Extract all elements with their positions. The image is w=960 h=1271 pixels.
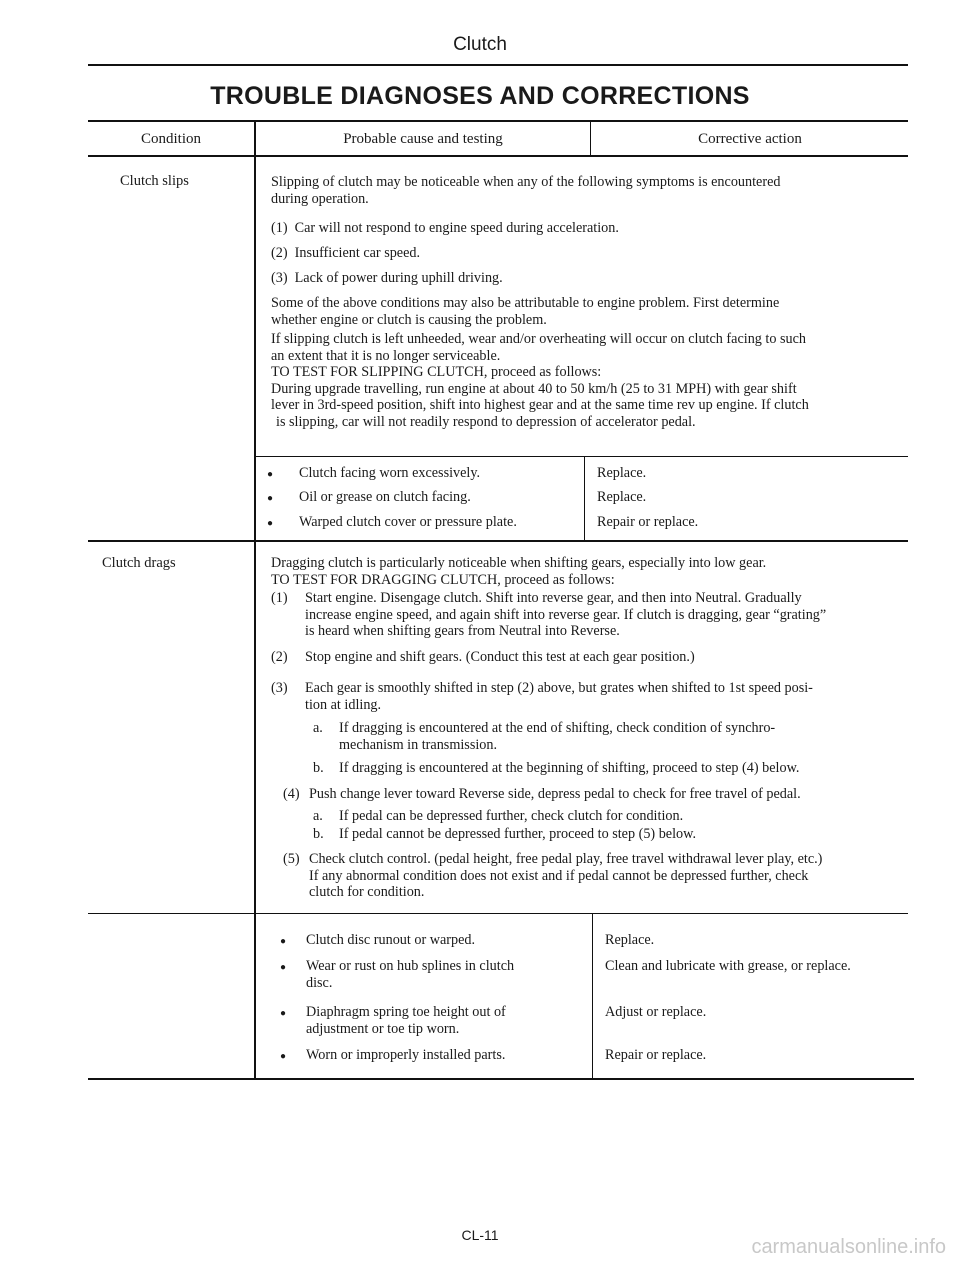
text-line: If slipping clutch is left unheeded, wear and/or overheating will occur on clutch facing to such (271, 331, 807, 347)
text-line: Dragging clutch is particularly noticeable when shifting gears, especially into low gear. (271, 555, 767, 571)
drags-step-4a (313, 808, 903, 825)
cause-text: Warped clutch cover or pressure plate. (299, 514, 517, 530)
header-rule (88, 64, 908, 66)
text-line: If dragging is encountered at the end of shifting, check condition of synchro- (339, 720, 776, 736)
watermark: carmanualsonline.info (751, 1236, 946, 1258)
drags-causes-rule (88, 913, 908, 914)
step-number: (1) (271, 590, 288, 606)
text-line: During upgrade travelling, run engine at about 40 to 50 km/h (25 to 31 MPH) with gear shift (271, 380, 797, 397)
drags-step-3a (313, 720, 903, 753)
drags-cause-2 (280, 958, 515, 991)
condition-column-header: Condition (140, 131, 201, 147)
slips-notes (271, 295, 809, 430)
slips-symptom-2: (2) Insufficient car speed. (271, 245, 421, 261)
text-line: TO TEST FOR SLIPPING CLUTCH, proceed as follows: (271, 364, 602, 380)
text-line: whether engine or clutch is causing the problem. (271, 311, 547, 328)
text-line: Slipping of clutch may be noticeable when any of the following symptoms is encountered (271, 174, 781, 190)
cause-column-header: Probable cause and testing (343, 131, 503, 147)
row-separator (88, 540, 908, 542)
step-number: (3) (271, 680, 288, 696)
slips-cause-1 (267, 465, 481, 484)
cause-text: Oil or grease on clutch facing. (299, 489, 471, 505)
section-title: Clutch (453, 34, 507, 55)
action-column-header: Corrective action (698, 131, 802, 147)
text-line: Check clutch control. (pedal height, free pedal play, free travel withdrawal lever play, etc.) (309, 851, 823, 867)
substep-letter: a. (313, 720, 323, 736)
drags-action-3: Adjust or replace. (605, 1004, 707, 1020)
text-line: If dragging is encountered at the beginning of shifting, proceed to step (4) below. (339, 760, 800, 776)
bullet-icon: ● (280, 962, 287, 973)
slips-cause-3 (267, 514, 517, 533)
step-number: (4) (283, 786, 300, 802)
bullet-icon: ● (267, 469, 274, 480)
drags-step-2 (271, 649, 901, 666)
drags-action-4: Repair or replace. (605, 1047, 707, 1063)
text-line: tion at idling. (305, 696, 382, 713)
drags-action-divider (592, 913, 593, 1078)
page-title: TROUBLE DIAGNOSES AND CORRECTIONS (210, 82, 750, 110)
text-line: is slipping, car will not readily respond to depression of accelerator pedal. (276, 413, 696, 430)
drags-cause-3 (280, 1004, 506, 1037)
condition-clutch-slips: Clutch slips (120, 173, 189, 189)
step-number: (5) (283, 851, 300, 867)
condition-divider (254, 120, 256, 1080)
text-line: Start engine. Disengage clutch. Shift into reverse gear, and then into Neutral. Gradually (305, 590, 802, 606)
text-line: lever in 3rd-speed position, shift into highest gear and at the same time rev up engine. If clutch (271, 397, 809, 413)
bullet-icon: ● (267, 518, 274, 529)
text-line: If pedal can be depressed further, check clutch for condition. (339, 808, 684, 824)
drags-step-3 (271, 680, 901, 713)
cause-text: adjustment or toe tip worn. (306, 1020, 460, 1037)
drags-step-3b (313, 760, 903, 777)
table-bottom-rule (88, 1078, 914, 1080)
step-number: (2) (271, 649, 288, 665)
drags-action-2: Clean and lubricate with grease, or replace. (605, 958, 851, 974)
head-action-divider (590, 122, 591, 155)
drags-cause-1 (280, 932, 476, 951)
slips-intro (271, 174, 780, 207)
text-line: clutch for condition. (309, 884, 425, 900)
text-line: If any abnormal condition does not exist and if pedal cannot be depressed further, check (309, 867, 809, 884)
cause-text: Worn or improperly installed parts. (306, 1047, 506, 1063)
text-line: If pedal cannot be depressed further, proceed to step (5) below. (339, 826, 696, 842)
text-line: Stop engine and shift gears. (Conduct this test at each gear position.) (305, 649, 695, 665)
text-line: TO TEST FOR DRAGGING CLUTCH, proceed as follows: (271, 571, 615, 588)
bullet-icon: ● (267, 493, 274, 504)
slips-symptom-1: (1) Car will not respond to engine speed during acceleration. (271, 220, 619, 236)
cause-text: Wear or rust on hub splines in clutch (306, 958, 515, 974)
drags-step-5 (271, 851, 901, 901)
drags-cause-4 (280, 1047, 506, 1066)
drags-action-1: Replace. (605, 932, 655, 948)
text-line: increase engine speed, and again shift into reverse gear. If clutch is dragging, gear “grating” (305, 606, 827, 623)
substep-letter: b. (313, 826, 324, 842)
drags-intro (271, 555, 766, 588)
text-line: Some of the above conditions may also be attributable to engine problem. First determine (271, 295, 780, 311)
cause-text: Clutch facing worn excessively. (299, 465, 481, 481)
drags-step-1 (271, 590, 901, 640)
slips-action-divider (584, 456, 585, 540)
text-line: Push change lever toward Reverse side, depress pedal to check for free travel of pedal. (309, 786, 801, 802)
text-line: during operation. (271, 190, 369, 207)
text-line: is heard when shifting gears from Neutral into Reverse. (305, 623, 620, 639)
text-line: mechanism in transmission. (339, 736, 498, 753)
bullet-icon: ● (280, 1008, 287, 1019)
substep-letter: b. (313, 760, 324, 776)
text-line: Each gear is smoothly shifted in step (2) above, but grates when shifted to 1st speed posi- (305, 680, 813, 696)
slips-causes-rule (256, 456, 908, 457)
cause-text: Diaphragm spring toe height out of (306, 1004, 506, 1020)
cause-text: Clutch disc runout or warped. (306, 932, 476, 948)
drags-step-4b (313, 826, 903, 843)
slips-action-3: Repair or replace. (597, 514, 699, 530)
cause-text: disc. (306, 974, 333, 991)
slips-cause-2 (267, 489, 471, 508)
bullet-icon: ● (280, 936, 287, 947)
drags-step-4 (271, 786, 901, 803)
text-line: an extent that it is no longer serviceable. (271, 347, 501, 364)
page-number: CL-11 (461, 1227, 499, 1243)
substep-letter: a. (313, 808, 323, 824)
slips-action-1: Replace. (597, 465, 647, 481)
bullet-icon: ● (280, 1051, 287, 1062)
condition-clutch-drags: Clutch drags (102, 555, 176, 571)
slips-symptom-3: (3) Lack of power during uphill driving. (271, 270, 503, 286)
slips-action-2: Replace. (597, 489, 647, 505)
table-top-rule (88, 120, 908, 122)
column-head-rule (88, 155, 908, 157)
